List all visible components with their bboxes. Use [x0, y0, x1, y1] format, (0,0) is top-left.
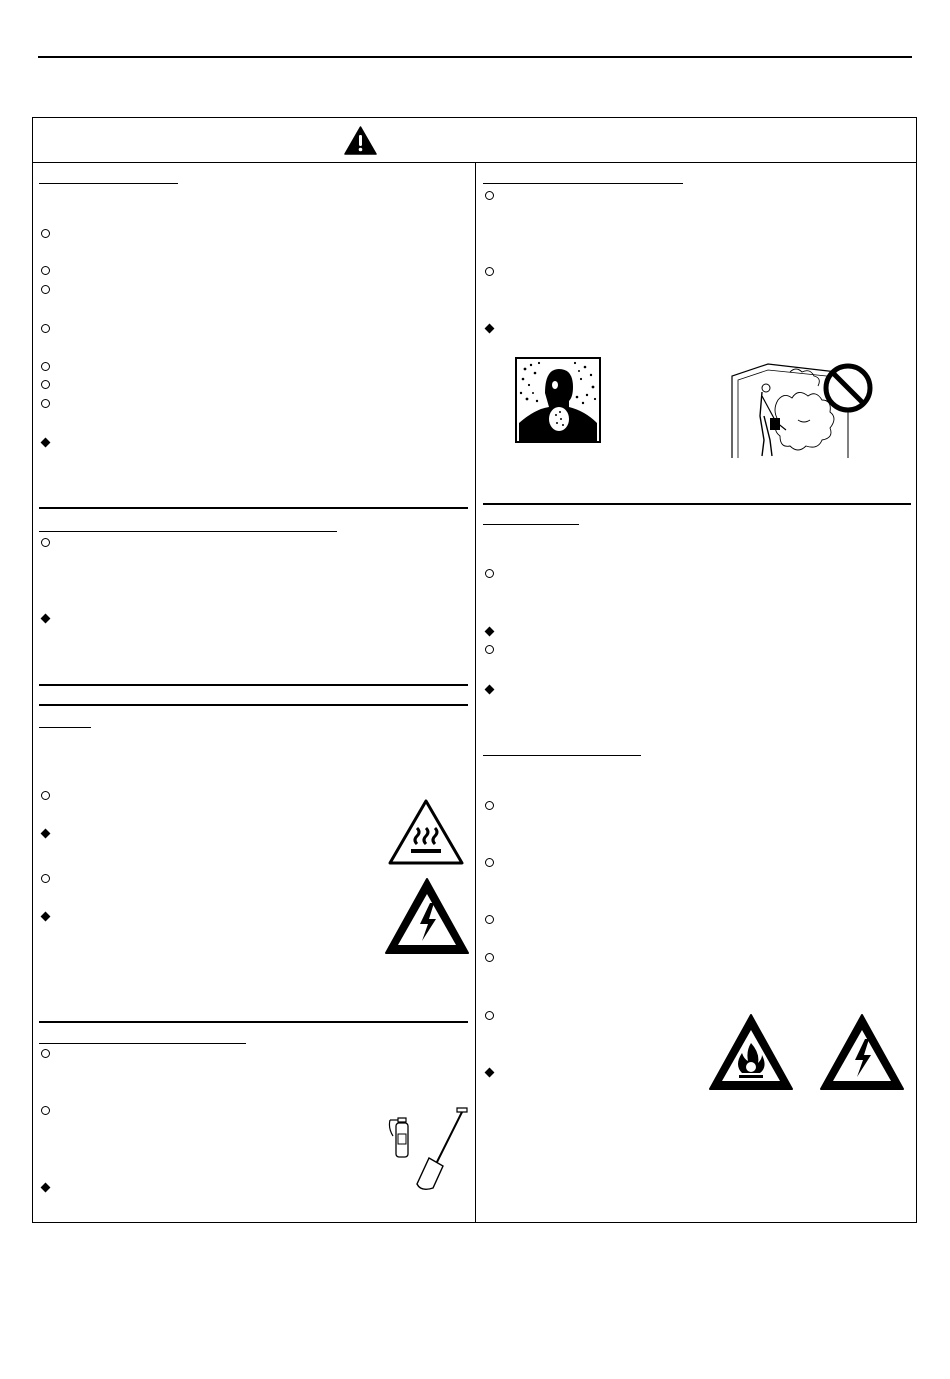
electric-shock-warning-icon [819, 1013, 905, 1091]
list-bullet-circle [41, 266, 50, 275]
section-rule [39, 1021, 468, 1023]
section-underline [39, 1043, 246, 1044]
list-bullet-circle [485, 267, 494, 276]
section-rule [39, 507, 468, 509]
list-bullet-circle [485, 953, 494, 962]
section-rule [483, 503, 911, 505]
section-underline [483, 524, 579, 525]
electric-shock-warning-icon [384, 877, 470, 955]
list-bullet-circle [485, 1011, 494, 1020]
list-bullet-circle [41, 362, 50, 371]
list-bullet-circle [41, 1049, 50, 1058]
column-divider [475, 162, 476, 1223]
list-bullet-circle [41, 399, 50, 408]
list-bullet-circle [485, 645, 494, 654]
list-bullet-circle [485, 191, 494, 200]
top-rule [38, 56, 912, 58]
section-rule [39, 684, 468, 686]
list-bullet-circle [485, 915, 494, 924]
flammable-warning-icon [708, 1013, 794, 1091]
list-bullet-circle [485, 569, 494, 578]
list-bullet-circle [485, 858, 494, 867]
section-rule [39, 704, 468, 706]
list-bullet-circle [41, 229, 50, 238]
list-bullet-circle [41, 1106, 50, 1115]
toxic-fumes-icon [515, 357, 601, 443]
list-bullet-circle [41, 285, 50, 294]
list-bullet-circle [41, 324, 50, 333]
list-bullet-circle [485, 801, 494, 810]
list-bullet-circle [41, 538, 50, 547]
shovel-icon [411, 1106, 469, 1192]
list-bullet-circle [41, 791, 50, 800]
section-underline [39, 727, 91, 728]
warning-triangle-icon [344, 126, 377, 155]
section-underline [483, 755, 641, 756]
section-underline [39, 183, 178, 184]
no-indoor-operation-illustration [728, 360, 876, 458]
hot-surface-warning-icon [387, 798, 465, 866]
section-underline [483, 183, 683, 184]
list-bullet-circle [41, 874, 50, 883]
section-underline [39, 531, 337, 532]
list-bullet-circle [41, 380, 50, 389]
